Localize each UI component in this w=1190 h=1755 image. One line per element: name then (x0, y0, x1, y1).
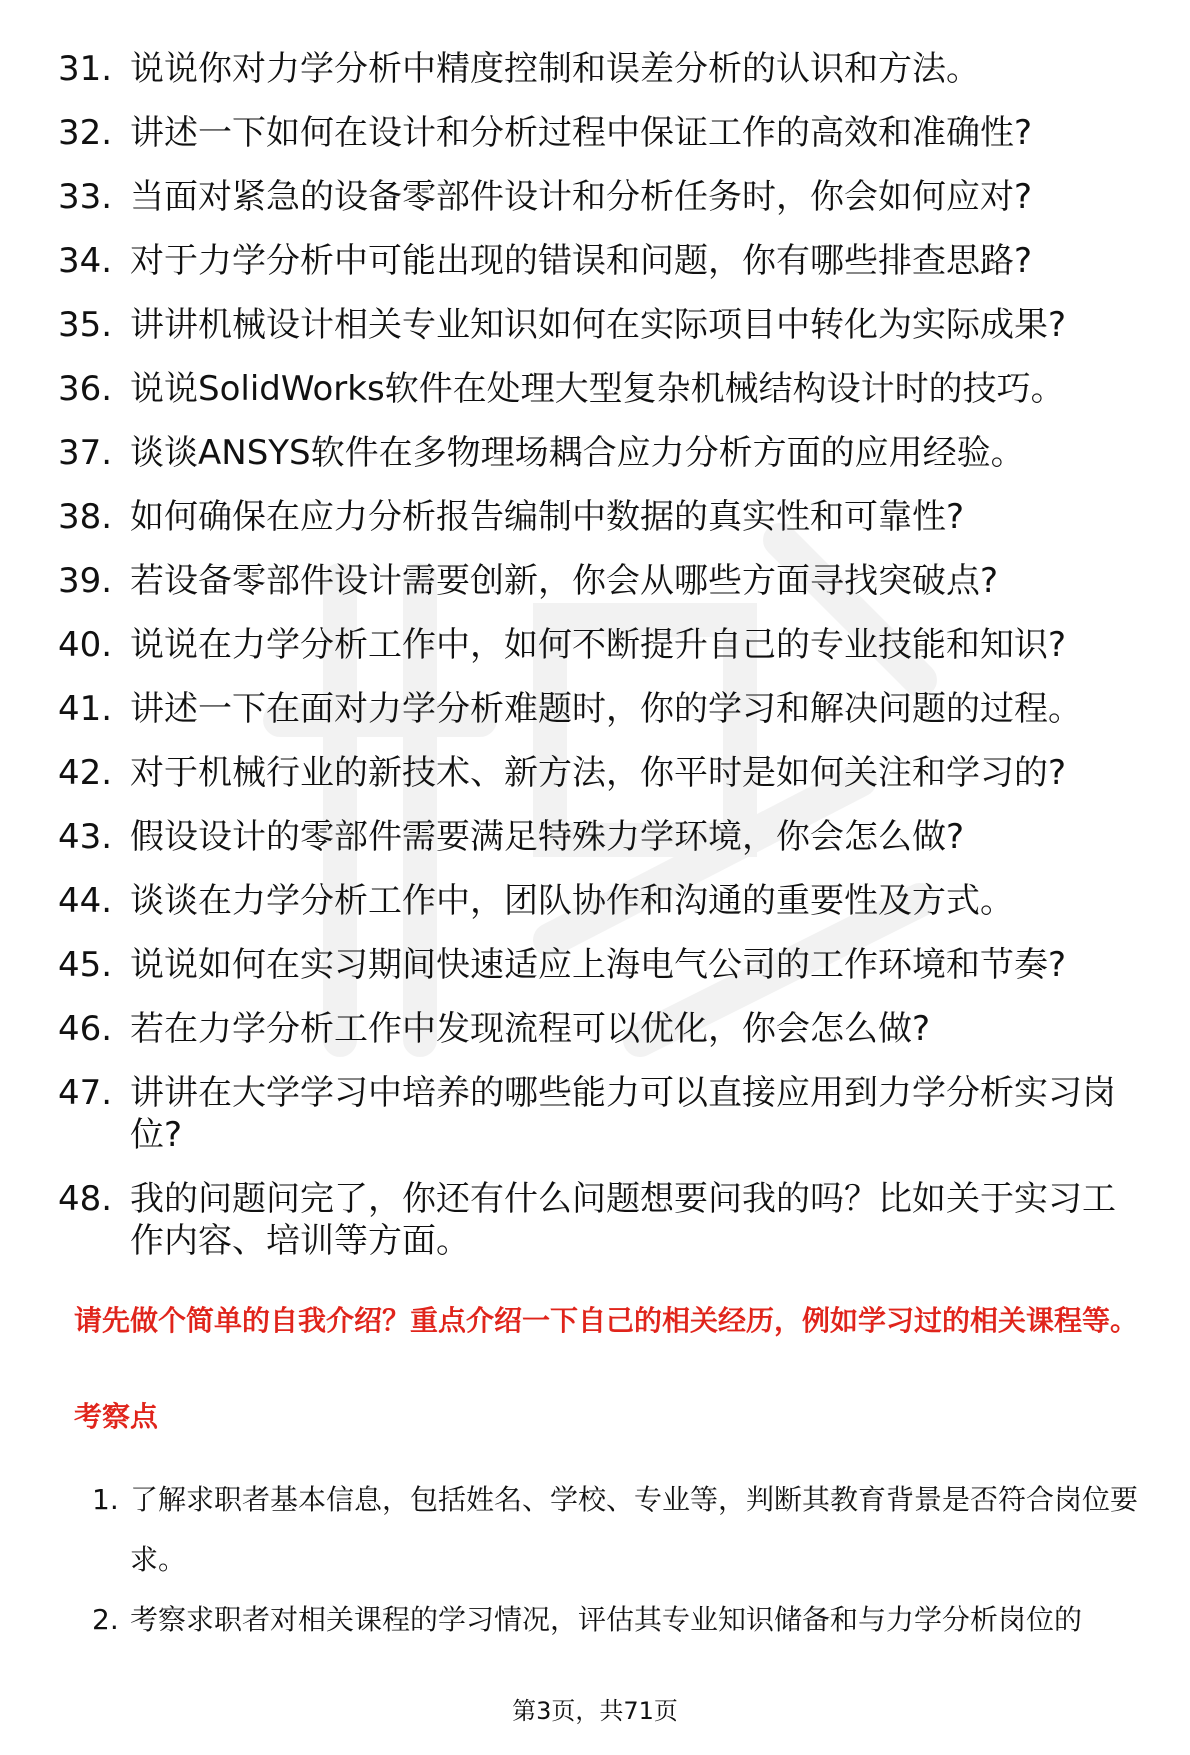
list-item (58, 1178, 1148, 1262)
list-item (58, 496, 1148, 538)
point-text: 考察求职者对相关课程的学习情况，评估其专业知识储备和与力学分析岗位的 (130, 1603, 1083, 1636)
question-text: 说说SolidWorks软件在处理大型复杂机械结构设计时的技巧。 (130, 369, 1065, 409)
question-number: 32. (58, 113, 113, 153)
list-item (58, 880, 1148, 922)
point-number: 1. (92, 1483, 119, 1516)
question-number: 41. (58, 689, 113, 729)
question-text: 对于力学分析中可能出现的错误和问题，你有哪些排查思路? (130, 241, 1033, 281)
question-text: 讲述一下如何在设计和分析过程中保证工作的高效和准确性? (130, 113, 1033, 153)
point-list (92, 1470, 1152, 1650)
question-number: 35. (58, 305, 113, 345)
list-item (58, 304, 1148, 346)
question-list (58, 48, 1148, 1284)
question-number: 44. (58, 881, 113, 921)
list-item (58, 1008, 1148, 1050)
question-number: 48. (58, 1179, 113, 1219)
list-item (58, 944, 1148, 986)
question-number: 34. (58, 241, 113, 281)
question-text: 说说你对力学分析中精度控制和误差分析的认识和方法。 (130, 49, 980, 89)
question-number: 42. (58, 753, 113, 793)
question-text: 谈谈在力学分析工作中，团队协作和沟通的重要性及方式。 (130, 881, 1014, 921)
list-item (58, 368, 1148, 410)
question-text: 对于机械行业的新技术、新方法，你平时是如何关注和学习的? (130, 753, 1067, 793)
list-item (58, 176, 1148, 218)
question-text: 如何确保在应力分析报告编制中数据的真实性和可靠性? (130, 497, 965, 537)
list-item (58, 688, 1148, 730)
list-item (58, 112, 1148, 154)
list-item (58, 816, 1148, 858)
question-number: 31. (58, 49, 113, 89)
section-title: 考察点 (74, 1400, 159, 1433)
list-item (58, 240, 1148, 282)
question-text: 说说如何在实习期间快速适应上海电气公司的工作环境和节奏? (130, 945, 1067, 985)
point-number: 2. (92, 1603, 119, 1636)
question-text: 讲讲在大学学习中培养的哪些能力可以直接应用到力学分析实习岗位? (130, 1073, 1116, 1155)
highlight-question: 请先做个简单的自我介绍？重点介绍一下自己的相关经历，例如学习过的相关课程等。 (74, 1304, 1139, 1337)
question-number: 33. (58, 177, 113, 217)
question-number: 43. (58, 817, 113, 857)
question-number: 38. (58, 497, 113, 537)
page-footer: 第3页，共71页 (512, 1697, 678, 1725)
list-item (92, 1470, 1152, 1590)
question-number: 45. (58, 945, 113, 985)
question-text: 谈谈ANSYS软件在多物理场耦合应力分析方面的应用经验。 (130, 433, 1025, 473)
question-text: 若在力学分析工作中发现流程可以优化，你会怎么做? (130, 1009, 931, 1049)
question-text: 讲讲机械设计相关专业知识如何在实际项目中转化为实际成果? (130, 305, 1067, 345)
question-number: 47. (58, 1073, 113, 1113)
question-text: 当面对紧急的设备零部件设计和分析任务时，你会如何应对? (130, 177, 1033, 217)
question-number: 39. (58, 561, 113, 601)
question-text: 我的问题问完了，你还有什么问题想要问我的吗？比如关于实习工作内容、培训等方面。 (130, 1179, 1116, 1261)
list-item (58, 752, 1148, 794)
question-text: 假设设计的零部件需要满足特殊力学环境，你会怎么做? (130, 817, 965, 857)
list-item (58, 1072, 1148, 1156)
list-item (58, 624, 1148, 666)
question-number: 36. (58, 369, 113, 409)
question-text: 若设备零部件设计需要创新，你会从哪些方面寻找突破点? (130, 561, 999, 601)
list-item (58, 432, 1148, 474)
question-number: 46. (58, 1009, 113, 1049)
list-item (92, 1590, 1152, 1650)
question-text: 说说在力学分析工作中，如何不断提升自己的专业技能和知识? (130, 625, 1067, 665)
question-number: 37. (58, 433, 113, 473)
list-item (58, 560, 1148, 602)
point-text: 了解求职者基本信息，包括姓名、学校、专业等，判断其教育背景是否符合岗位要求。 (130, 1483, 1139, 1576)
question-number: 40. (58, 625, 113, 665)
list-item (58, 48, 1148, 90)
question-text: 讲述一下在面对力学分析难题时，你的学习和解决问题的过程。 (130, 689, 1082, 729)
